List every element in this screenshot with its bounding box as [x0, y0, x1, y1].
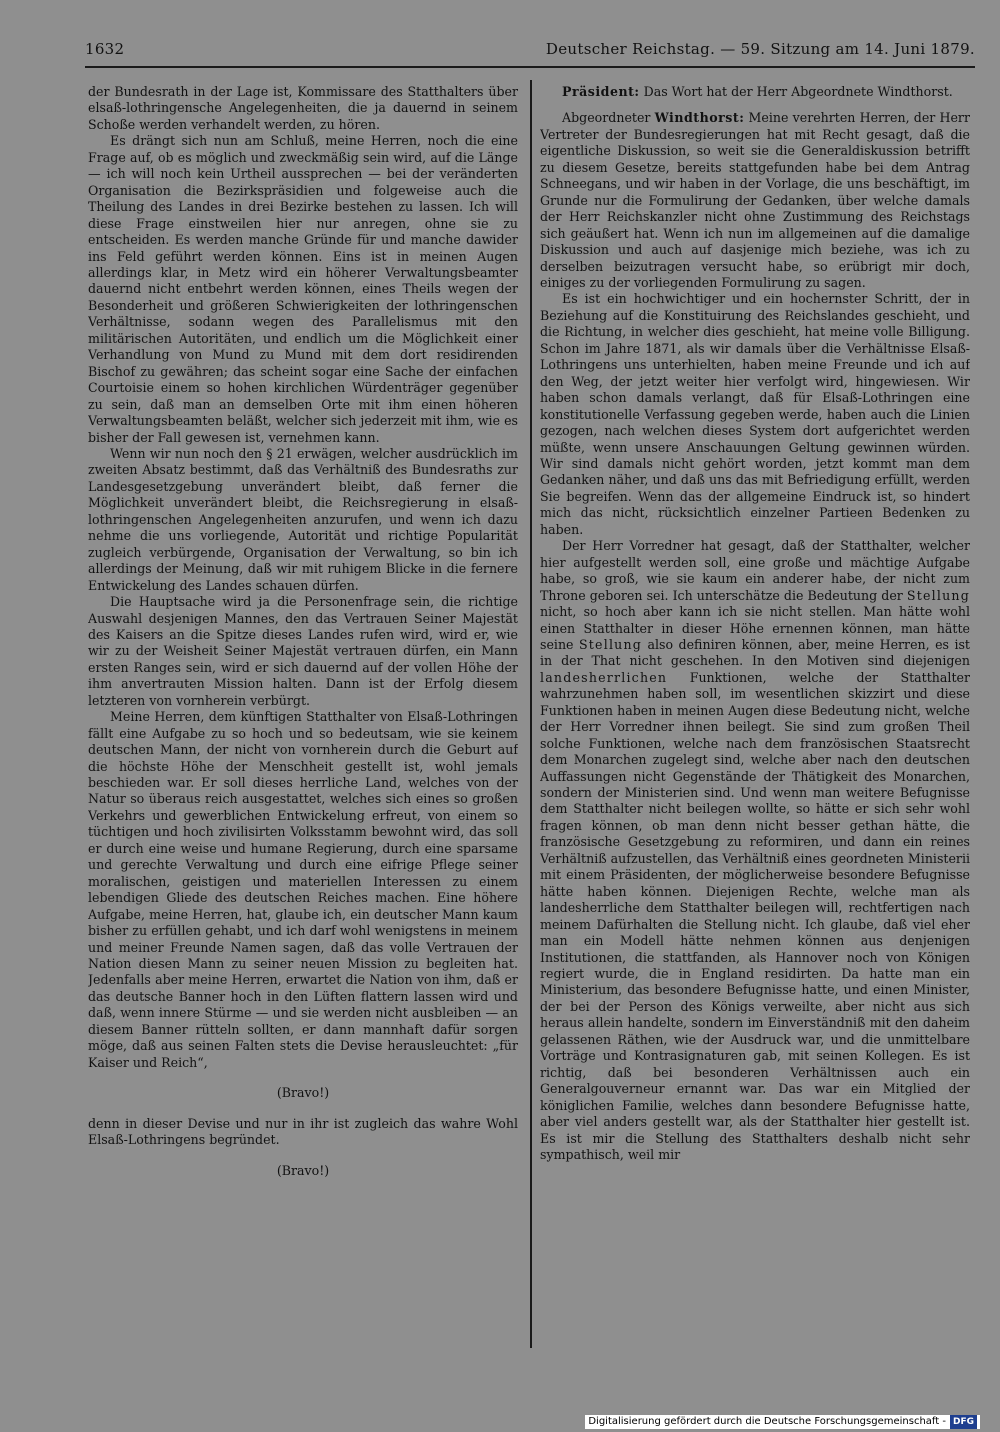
dfg-logo: DFG: [950, 1415, 977, 1429]
page-header: [85, 40, 975, 64]
left-paragraph-3: Wenn wir nun noch den § 21 erwägen, welcher ausdrücklich im zweiten Absatz bestimmt, daß das Verhältniß des Bundesraths zur Landesgesetzgebung unverändert bleibt, daß ferner die Möglichkeit unverändert bleibt, die Reichsregierung in elsaß-lothringenschen Angelegenheiten anzurufen, und wenn ich dazu nehme die uns vorliegende, Autorität und richtige Popularität zugleich verbürgende, Organisation der Verwaltung, so bin ich allerdings der Meinung, daß wir mit ruhigem Blicke in die fernere Entwickelung des Landes schauen dürfen.: [88, 445, 518, 593]
left-paragraph-2: Es drängt sich nun am Schluß, meine Herren, noch die eine Frage auf, ob es möglich und zweckmäßig sein wird, auf die Länge — ich will noch kein Urtheil aussprechen — bei der veränderten Organisation die Bezirkspräsidien und folgeweise auch die Theilung des Landes in drei Bezirke bestehen zu lassen. Ich will diese Frage einstweilen hier nur anregen, ohne sie zu entscheiden. Es werden manche Gründe für und manche dawider ins Feld geführt werden können. Eins ist in meinen Augen allerdings klar, in Metz wird ein höherer Verwaltungsbeamter dauernd nicht entbehrt werden können, eines Theils wegen der Besonderheit und größeren Schwierigkeiten der lothringenschen Verhältnisse, sodann wegen des Parallelismus mit den militärischen Autoritäten, und endlich um die Möglichkeit einer Verhandlung von Mund zu Mund mit dem dort residirenden Bischof zu gewähren; das scheint sogar eine Sache der einfachen Courtoisie einem so hohen kirchlichen Würdenträger gegenüber zu sein, daß man an demselben Orte mit ihm einen höheren Verwaltungsbeamten beläßt, welcher sich jederzeit mit ihm, wie es bisher der Fall gewesen ist, vernehmen kann.: [88, 133, 518, 445]
header-rule: [85, 66, 975, 68]
windthorst-speech-intro: [540, 110, 970, 291]
digitization-credit: [585, 1415, 980, 1429]
left-paragraph-6: denn in dieser Devise und nur in ihr ist zugleich das wahre Wohl Elsaß-Lothringens begründet.: [88, 1115, 518, 1148]
left-paragraph-1: der Bundesrath in der Lage ist, Kommissare des Statthalters über elsaß-lothringensche Angelegenheiten, die ja dauernd in seinem Schoße werden verhandelt werden, zu hören.: [88, 84, 518, 132]
right-paragraph-3: [540, 538, 970, 1163]
bravo-interjection-2: (Bravo!): [276, 1162, 330, 1178]
emphasis-stellung-2: Stellung: [578, 636, 643, 652]
right-paragraph-2: Es ist ein hochwichtiger und ein hochernster Schritt, der in Beziehung auf die Konstituirung des Reichslandes geschieht, und die Richtung, in welcher dies geschieht, hat meine volle Billigung. Schon im Jahre 1871, als wir damals über die Verhältnisse Elsaß-Lothringens uns unterhielten, haben meine Freunde und ich auf den Weg, der jetzt weiter hier verfolgt wird, hingewiesen. Wir haben schon damals verlangt, daß für Elsaß-Lothringen eine konstitutionelle Verfassung gegeben werde, haben auch die Linien gezogen, nach welchen dieses System dort aufgerichtet werden müßte, wenn unsere Anschauungen Geltung gewinnen würden. Wir sind damals nicht gehört worden, jetzt kommt man dem Gedanken näher, und daß uns das mit Befriedigung erfüllt, werden Sie begreifen. Wenn das der allgemeine Eindruck ist, so hindert mich das nicht, rücksichtlich einzelner Partieen Bedenken zu haben.: [540, 291, 970, 537]
page-number: 1632: [85, 40, 125, 58]
president-statement: [540, 84, 970, 100]
text-run: Der Herr Vorredner hat gesagt, daß der Statthalter, welcher hier aufgestellt werden soll, eine große und mächtige Aufgabe habe, so groß, wie sie kaum ein anderer habe, der nicht zum Throne geboren sei. Ich unterschätze die Bedeutung der: [540, 538, 970, 603]
speaker-praesident: Präsident:: [562, 84, 640, 99]
text-run: also definiren können, aber, meine Herren, es ist in der That nicht geschehen. In den Motiven sind diejenigen: [540, 636, 970, 669]
text-run: Funktionen, welche der Statthalter wahrzunehmen haben soll, im wesentlichen skizzirt und diese Funktionen haben in meinen Augen diese Bedeutung nicht, welche der Herr Vorredner ihnen beilegt. Sie sind zum großen Theil solche Funktionen, welche nach dem französischen Staatsrecht dem Monarchen zugelegt sind, welche aber nach den deutschen Auffassungen nicht Gegenstände der Thätigkeit des Monarchen, sondern der Ministerien sind. Und wenn man weitere Befugnisse dem Statthalter nicht beilegen wollte, so hätte er sich sehr wohl fragen können, ob man denn nicht besser gethan hätte, die französische Gesetzgebung zu reformiren, und dann ein reines Verhältniß aufzustellen, das Verhältniß eines geordneten Ministerii mit einem Präsidenten, der möglicherweise besondere Befugnisse hätte haben können. Diejenigen Rechte, welche man als landesherrliche dem Statthalter beilegen will, rechtfertigen nach meinem Dafürhalten die Stellung nicht. Ich glaube, daß viel eher man ein Modell hätte nehmen können aus denjenigen Institutionen, die stattfanden, als Hannover noch von Königen regiert wurde, die in England residirten. Da hatte man ein Ministerium, das besondere Befugnisse hatte, und einen Minister, der bei der Person des Königs verweilte, aber nicht aus sich heraus allein handelte, sondern im Einverständniß mit den daheim gelassenen Räthen, wie der Ausdruck war, und die unmittelbare Vorträge und Kontrasignaturen gab, mit seinen Kollegen. Es ist richtig, daß bei besonderen Verhältnissen auch ein Generalgouverneur ernannt war. Das war ein Mitglied der königlichen Familie, welches dann besondere Befugnisse hatte, aber viel anders gestellt war, als der Statthalter hier gestellt ist. Es ist mir die Stellung des Statthalters deshalb nicht sehr sympathisch, weil mir: [540, 669, 970, 1162]
bravo-interjection-1: (Bravo!): [276, 1085, 330, 1101]
running-title: Deutscher Reichstag. — 59. Sitzung am 14. Juni 1879.: [545, 40, 975, 58]
speaker-title: Abgeordneter: [562, 110, 651, 126]
credit-text: Digitalisierung gefördert durch die Deutsche Forschungsgemeinschaft -: [588, 1416, 946, 1427]
left-paragraph-4: Die Hauptsache wird ja die Personenfrage sein, die richtige Auswahl desjenigen Mannes, den das Vertrauen Seiner Majestät des Kaisers an die Spitze dieses Landes rufen wird, wird er, wie wir zu der Weisheit Seiner Majestät vertrauen dürfen, ein Mann ersten Ranges sein, wird er sich dauernd auf der vollen Höhe der ihm anvertrauten Mission halten. Dann ist der Erfolg diesem letzteren von vornherein verbürgt.: [88, 594, 518, 708]
column-divider: [530, 80, 532, 1348]
left-column: [88, 84, 518, 1344]
text-run: nicht, so hoch aber kann ich sie nicht stellen. Man hätte wohl einen Statthalter in dieser Höhe ernennen können, man hätte seine: [540, 604, 970, 652]
emphasis-stellung-1: Stellung: [906, 587, 970, 603]
windthorst-text: Meine verehrten Herren, der Herr Vertreter der Bundesregierungen hat mit Recht gesagt, daß die eigentliche Diskussion, so weit sie die Generaldiskussion betrifft zu diesem Gesetze, bereits stattgefunden habe bei dem Antrag Schneegans, und wir haben in der Vorlage, die uns beschäftigt, im Grunde nur die Formulirung der Gedanken, über welche damals der Herr Reichskanzler nicht ohne Zustimmung des Reichstags sich geäußert hat. Wenn ich nun im allgemeinen auf die damalige Diskussion und auch auf dasjenige mich beziehe, was ich zu derselben beizutragen versucht habe, so erübrigt mir doch, einiges zu der vorliegenden Formulirung zu sagen.: [540, 110, 970, 290]
president-text: Das Wort hat der Herr Abgeordnete Windthorst.: [643, 84, 953, 99]
left-paragraph-5: Meine Herren, dem künftigen Statthalter von Elsaß-Lothringen fällt eine Aufgabe zu so hoch und so bedeutsam, wie sie keinem deutschen Mann, der nicht von vornherein durch die Geburt auf die höchste Höhe der Menschheit gestellt ist, wohl jemals beschieden war. Er soll dieses herrliche Land, welches von der Natur so überaus reich ausgestattet, welches sich eines so großen Verkehrs und gewerblichen Entwickelung erfreut, von einem so tüchtigen und hoch zivilisirten Volksstamm bewohnt wird, das soll er durch eine weise und humane Regierung, durch eine sparsame und gerechte Verwaltung und durch eine eifrige Pflege seiner moralischen, geistigen und materiellen Interessen zu einem lebendigen Gliede des deutschen Reiches machen. Eine höhere Aufgabe, meine Herren, hat, glaube ich, ein deutscher Mann kaum bisher zu erfüllen gehabt, und ich darf wohl wenigstens in meinem und meiner Freunde Namen sagen, daß das volle Vertrauen der Nation diesen Mann zu seiner neuen Mission zu begleiten hat. Jedenfalls aber meine Herren, erwartet die Nation von ihm, daß er das deutsche Banner hoch in den Lüften flattern lassen wird und daß, wenn innere Stürme — und sie werden nicht ausbleiben — an diesem Banner rütteln sollten, er dann mannhaft dafür sorgen möge, daß aus seinen Falten stets die Devise herausleuchtet: „für Kaiser und Reich“,: [88, 709, 518, 1070]
emphasis-landesherrlichen: landesherrlichen: [540, 669, 668, 685]
right-column: [540, 84, 970, 1344]
speaker-windthorst: Windthorst:: [654, 110, 745, 126]
